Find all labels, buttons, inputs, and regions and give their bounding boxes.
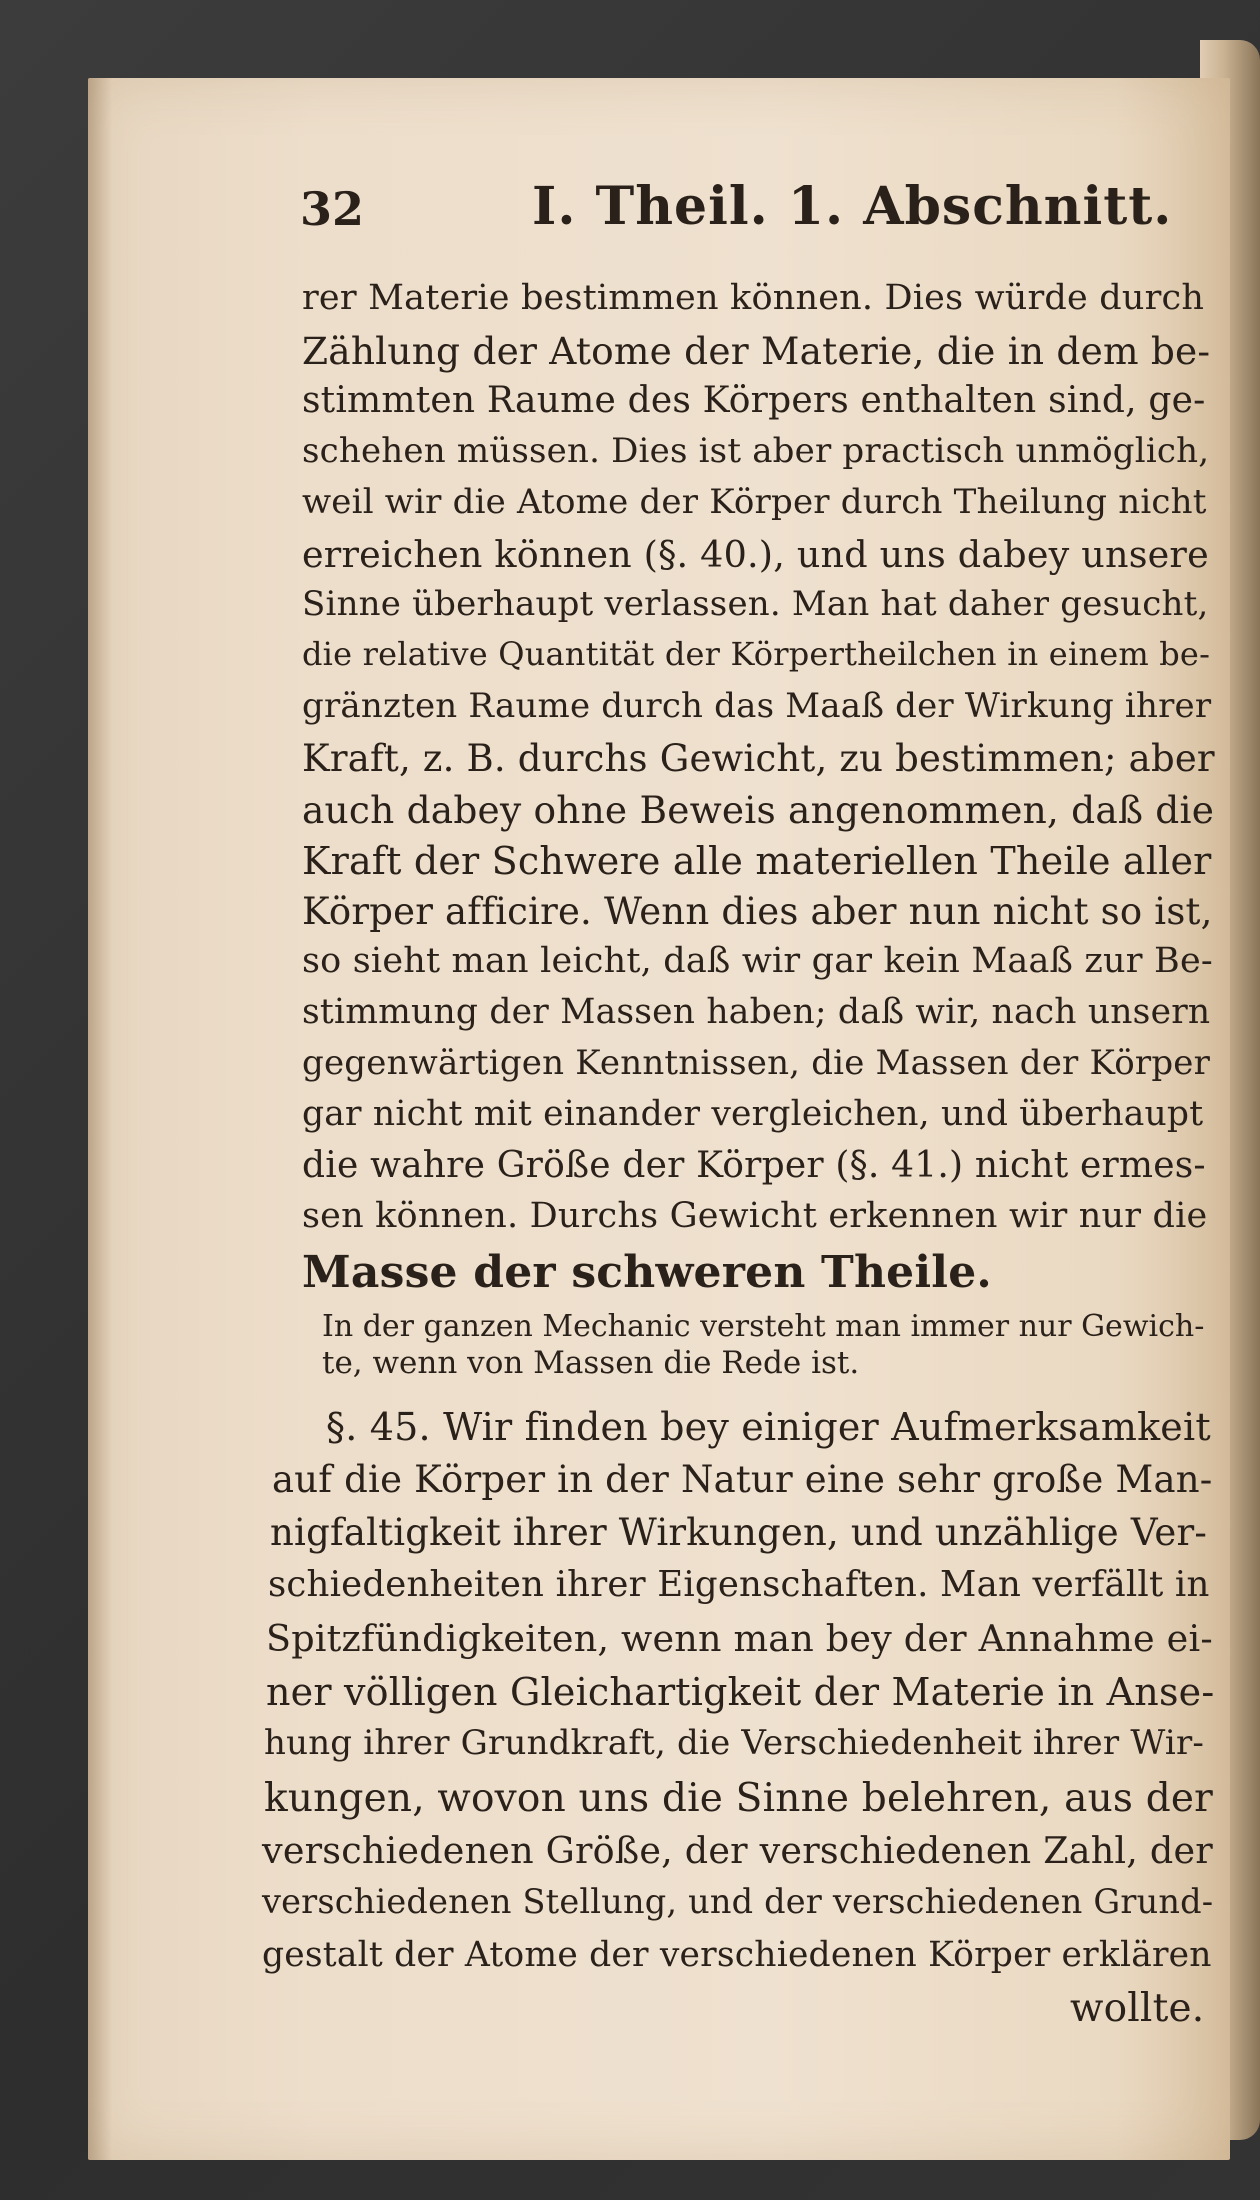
text-line: schiedenheiten ihrer Eigenschaften. Man verfällt in — [268, 1564, 1210, 1605]
text-line: stimmung der Massen haben; daß wir, nach unsern — [302, 992, 1211, 1032]
text-line: schehen müssen. Dies ist aber practisch unmöglich, — [302, 431, 1210, 471]
text-line: auch dabey ohne Beweis angenommen, daß die — [302, 788, 1215, 832]
text-line: so sieht man leicht, daß wir gar kein Maaß zur Be- — [302, 941, 1213, 981]
footnote-line: te, wenn von Massen die Rede ist. — [322, 1345, 860, 1381]
text-line: sen können. Durchs Gewicht erkennen wir nur die — [302, 1196, 1208, 1236]
text-line: ner völligen Gleichartigkeit der Materie in Anse- — [266, 1670, 1215, 1714]
text-line: Körper afficire. Wenn dies aber nun nicht so ist, — [302, 890, 1213, 933]
page-gutter-shadow — [88, 78, 112, 2160]
running-head: I. Theil. 1. Abschnitt. — [532, 176, 1173, 237]
text-line: rer Materie bestimmen können. Dies würde durch — [302, 278, 1205, 318]
section-heading-line: §. 45. Wir finden bey einiger Aufmerksamkeit — [326, 1405, 1211, 1449]
text-line: weil wir die Atome der Körper durch Theilung nicht — [302, 482, 1207, 522]
footnote-line: In der ganzen Mechanic versteht man immer nur Gewich- — [322, 1309, 1205, 1344]
text-line: Kraft, z. B. durchs Gewicht, zu bestimmen; aber — [302, 737, 1215, 780]
text-line: verschiedenen Größe, der verschiedenen Zahl, der — [262, 1829, 1213, 1872]
text-line: stimmten Raume des Körpers enthalten sind, ge- — [302, 380, 1206, 421]
text-line: gestalt der Atome der verschiedenen Körper erklären — [262, 1935, 1212, 1975]
text-line: die relative Quantität der Körpertheilchen in einem be- — [302, 635, 1211, 673]
page-number: 32 — [300, 182, 365, 236]
text-line: verschiedenen Stellung, und der verschiedenen Grund- — [262, 1882, 1214, 1921]
text-line: Kraft der Schwere alle materiellen Theile aller — [302, 839, 1212, 883]
text-line: kungen, wovon uns die Sinne belehren, aus der — [264, 1776, 1213, 1821]
text-line: Sinne überhaupt verlassen. Man hat daher gesucht, — [302, 584, 1209, 624]
text-line: Spitzfündigkeiten, wenn man bey der Annahme ei- — [266, 1617, 1213, 1660]
text-line: gegenwärtigen Kenntnissen, die Massen der Körper — [302, 1043, 1211, 1083]
text-line: hung ihrer Grundkraft, die Verschiedenheit ihrer Wir- — [264, 1723, 1205, 1763]
emphasis-line: Masse der schweren Theile. — [302, 1247, 992, 1298]
text-line: gränzten Raume durch das Maaß der Wirkung ihrer — [302, 686, 1212, 726]
text-line-last: wollte. — [1070, 1986, 1205, 2031]
text-line: Zählung der Atome der Materie, die in dem be- — [302, 329, 1211, 373]
text-line: nigfaltigkeit ihrer Wirkungen, und unzählige Ver- — [270, 1511, 1208, 1554]
text-line: erreichen können (§. 40.), und uns dabey unsere — [302, 533, 1209, 576]
text-line: auf die Körper in der Natur eine sehr große Man- — [272, 1458, 1213, 1501]
text-line: die wahre Größe der Körper (§. 41.) nicht ermes- — [302, 1145, 1206, 1186]
text-line: gar nicht mit einander vergleichen, und überhaupt — [302, 1094, 1204, 1134]
